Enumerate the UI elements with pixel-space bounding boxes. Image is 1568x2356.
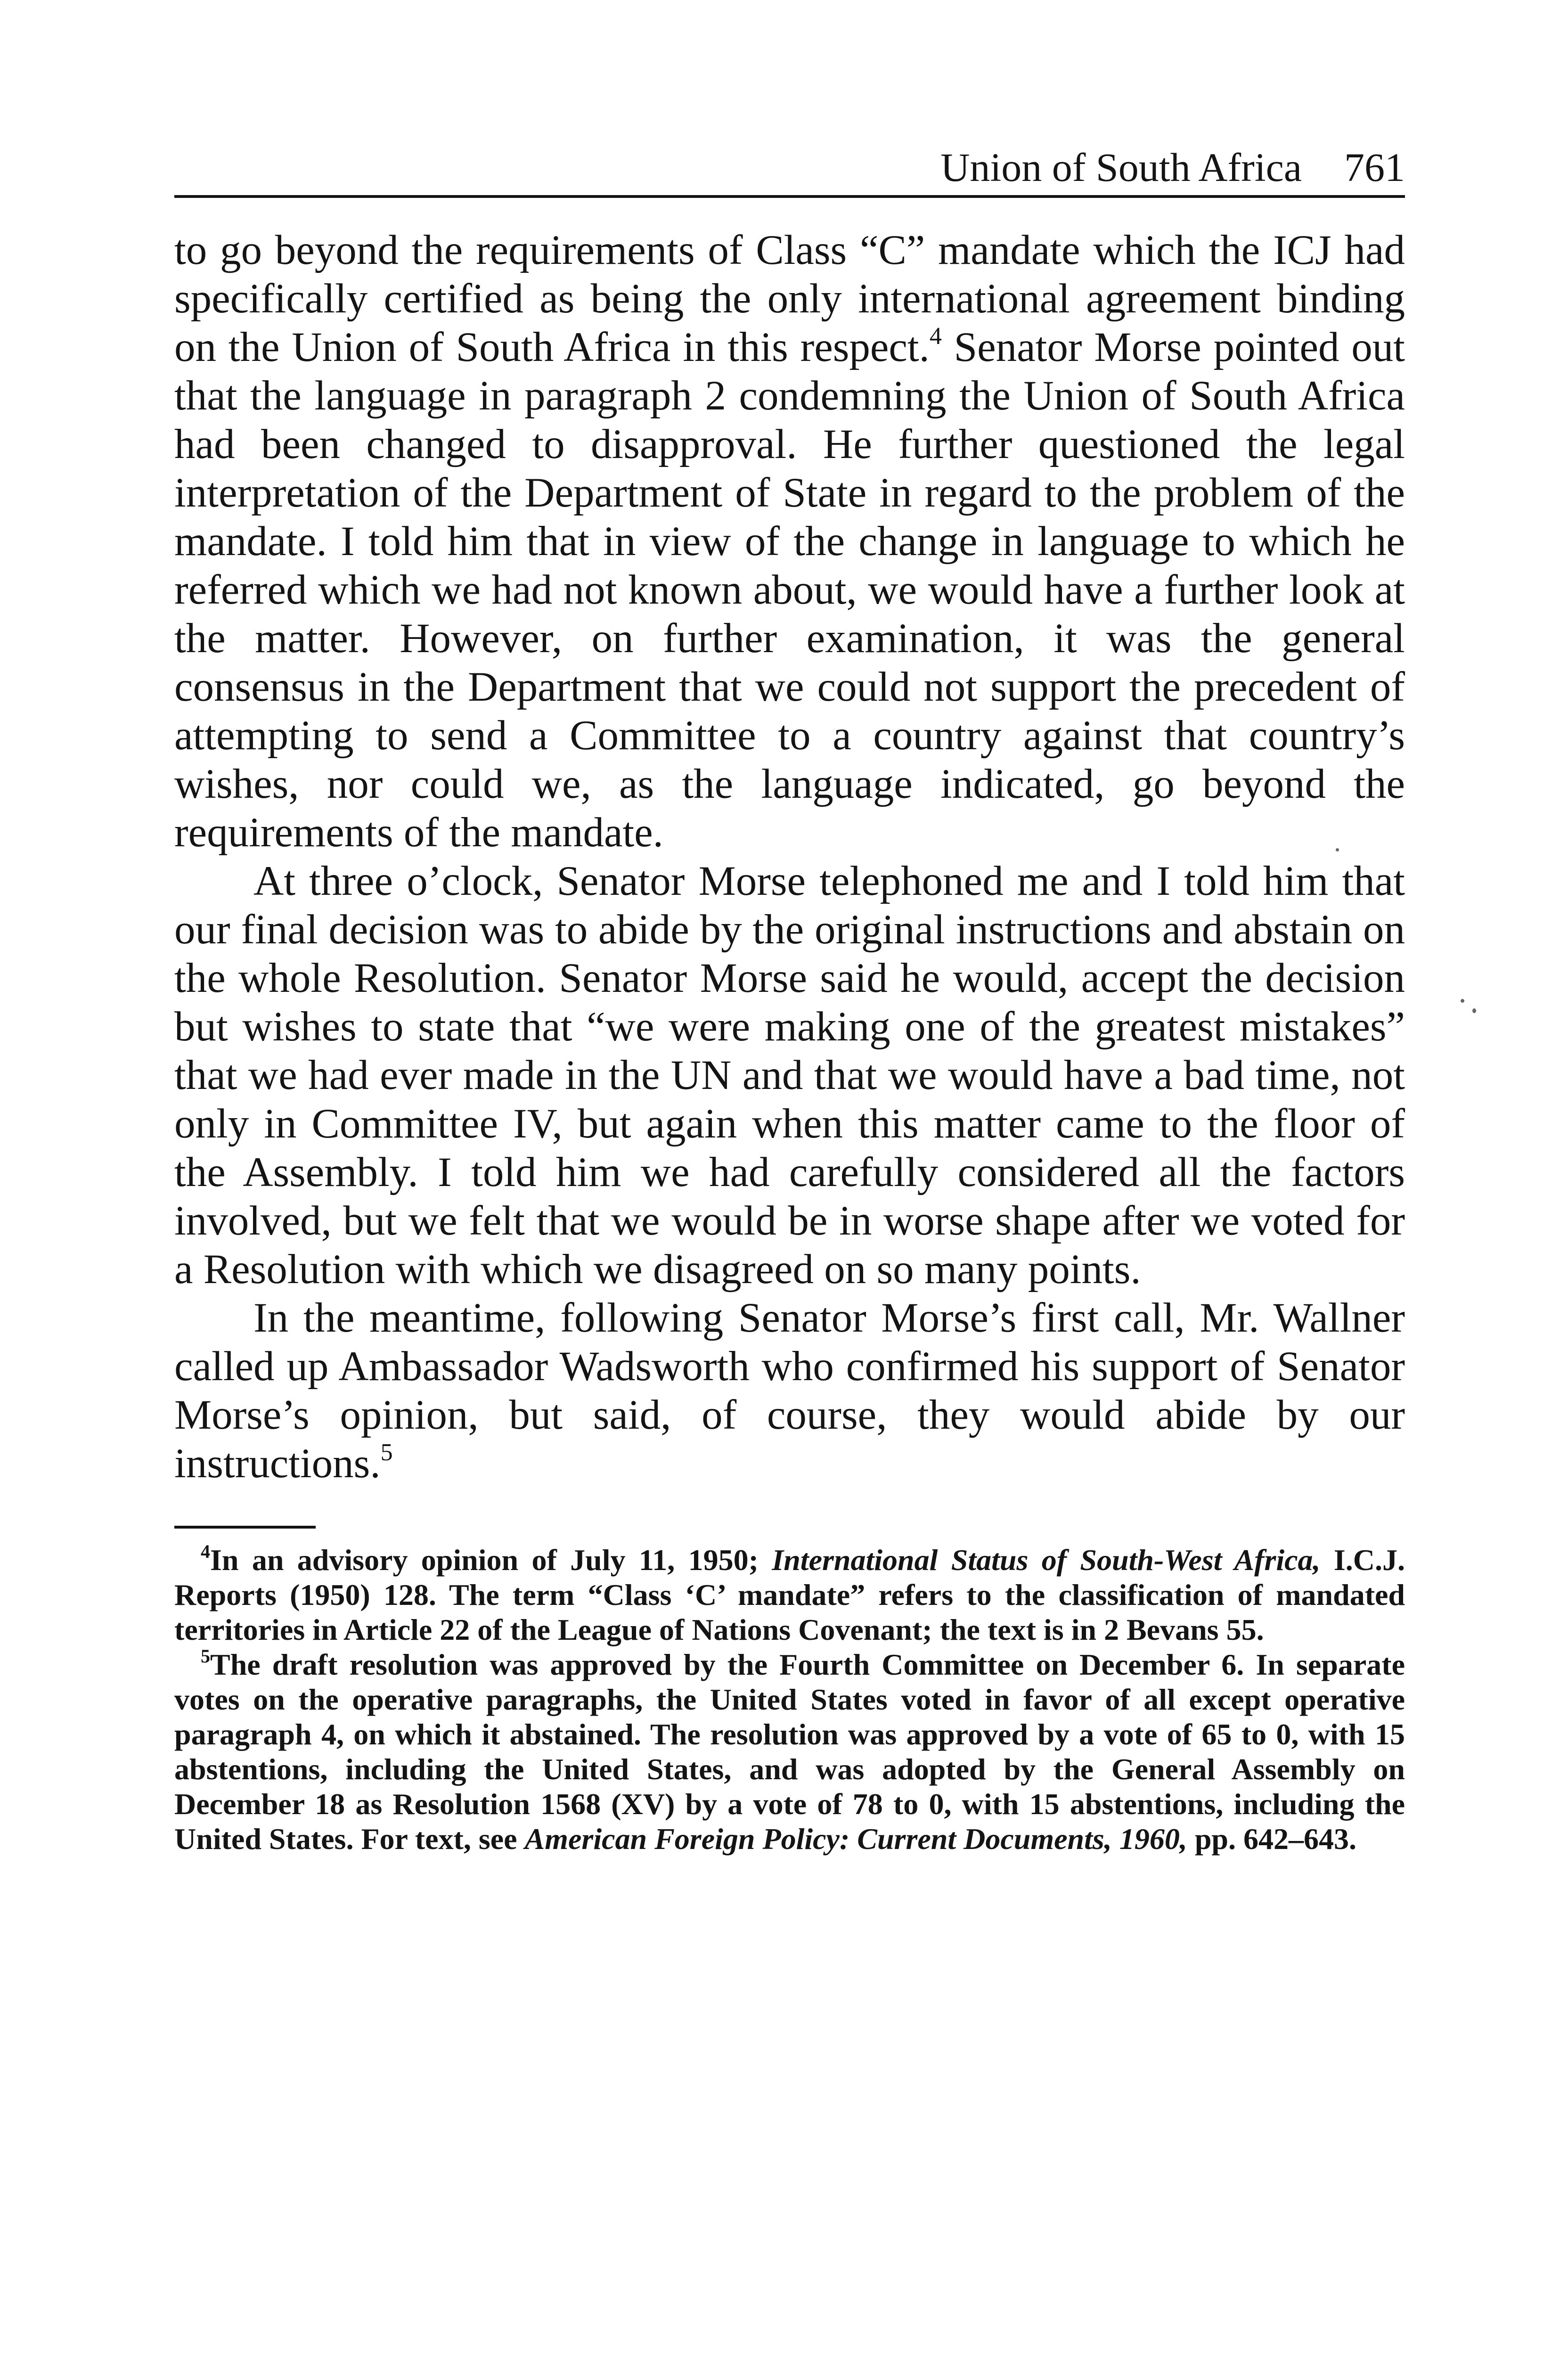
footnote-5-text-a: The draft resolution was approved by the Fourth Committee on December 6. In separate votes on the operative paragraphs, the United States voted in favor of all except operative paragraph 4, on which it abstained. The resolution was approved by a vote of 65 to 0, with 15 abstentions, including the United States, and was adopted by the General Assembly on December 18 as Resolution 1568 (XV) by a vote of 78 to 0, with 15 abstentions, including the United States. For text, see bbox=[174, 1648, 1405, 1856]
footnote-5 bbox=[174, 1647, 1405, 1857]
footnote-divider bbox=[174, 1526, 316, 1529]
footnote-5-text-b: pp. 642–643. bbox=[1187, 1822, 1356, 1856]
footnote-4-text-b: I.C.J. Reports (1950) 128. The term “Class ‘C’ mandate” refers to the classification of mandated territories in Article 22 of the League of Nations Covenant; the text is in 2 Bevans 55. bbox=[174, 1543, 1405, 1646]
paragraph-1 bbox=[174, 226, 1405, 857]
footnote-5-marker: 5 bbox=[201, 1645, 210, 1667]
running-head-title: Union of South Africa bbox=[940, 145, 1302, 190]
footnote-4-text-a: In an advisory opinion of July 11, 1950; bbox=[210, 1543, 772, 1577]
scan-speck bbox=[1472, 1008, 1476, 1013]
document-page bbox=[174, 141, 1405, 1857]
footnote-ref-5: 5 bbox=[380, 1439, 393, 1466]
footnote-ref-4: 4 bbox=[929, 323, 942, 350]
footnote-4 bbox=[174, 1543, 1405, 1647]
page-number: 761 bbox=[1344, 145, 1405, 190]
body-text bbox=[174, 226, 1405, 1488]
scan-speck bbox=[1461, 999, 1464, 1003]
footnotes bbox=[174, 1543, 1405, 1857]
paragraph-3 bbox=[174, 1294, 1405, 1488]
footnote-4-italic: International Status of South-West Africa, bbox=[772, 1543, 1321, 1577]
paragraph-3-text: In the meantime, following Senator Morse’s first call, Mr. Wallner called up Ambassador Wadsworth who confirmed his support of Senator Morse’s opinion, but said, of course, they would abide by our instructions. bbox=[174, 1295, 1405, 1487]
scan-speck bbox=[1336, 848, 1339, 851]
paragraph-1-text-b: Senator Morse pointed out that the language in paragraph 2 condemning the Union of South Africa had been changed to disapproval. He further questioned the legal interpretation of the Department of State in regard to the problem of the mandate. I told him that in view of the change in language to which he referred which we had not known about, we would have a further look at the matter. However, on further examination, it was the general consensus in the Department that we could not support the precedent of attempting to send a Committee to a country against that country’s wishes, nor could we, as the language indicated, go beyond the requirements of the mandate. bbox=[174, 324, 1405, 856]
paragraph-1-text-a: to go beyond the requirements of Class “C” mandate which the ICJ had specifically certified as being the only international agreement binding on the Union of South Africa in this respect. bbox=[174, 227, 1405, 370]
footnote-5-italic: American Foreign Policy: Current Documents, 1960, bbox=[524, 1822, 1187, 1856]
running-head bbox=[174, 141, 1405, 198]
footnote-4-marker: 4 bbox=[201, 1541, 210, 1562]
paragraph-2: At three o’clock, Senator Morse telephoned me and I told him that our final decision was to abide by the original instructions and abstain on the whole Resolution. Senator Morse said he would, accept the decision but wishes to state that “we were making one of the greatest mistakes” that we had ever made in the UN and that we would have a bad time, not only in Committee IV, but again when this matter came to the floor of the Assembly. I told him we had carefully considered all the factors involved, but we felt that we would be in worse shape after we voted for a Resolution with which we disagreed on so many points. bbox=[174, 858, 1405, 1293]
